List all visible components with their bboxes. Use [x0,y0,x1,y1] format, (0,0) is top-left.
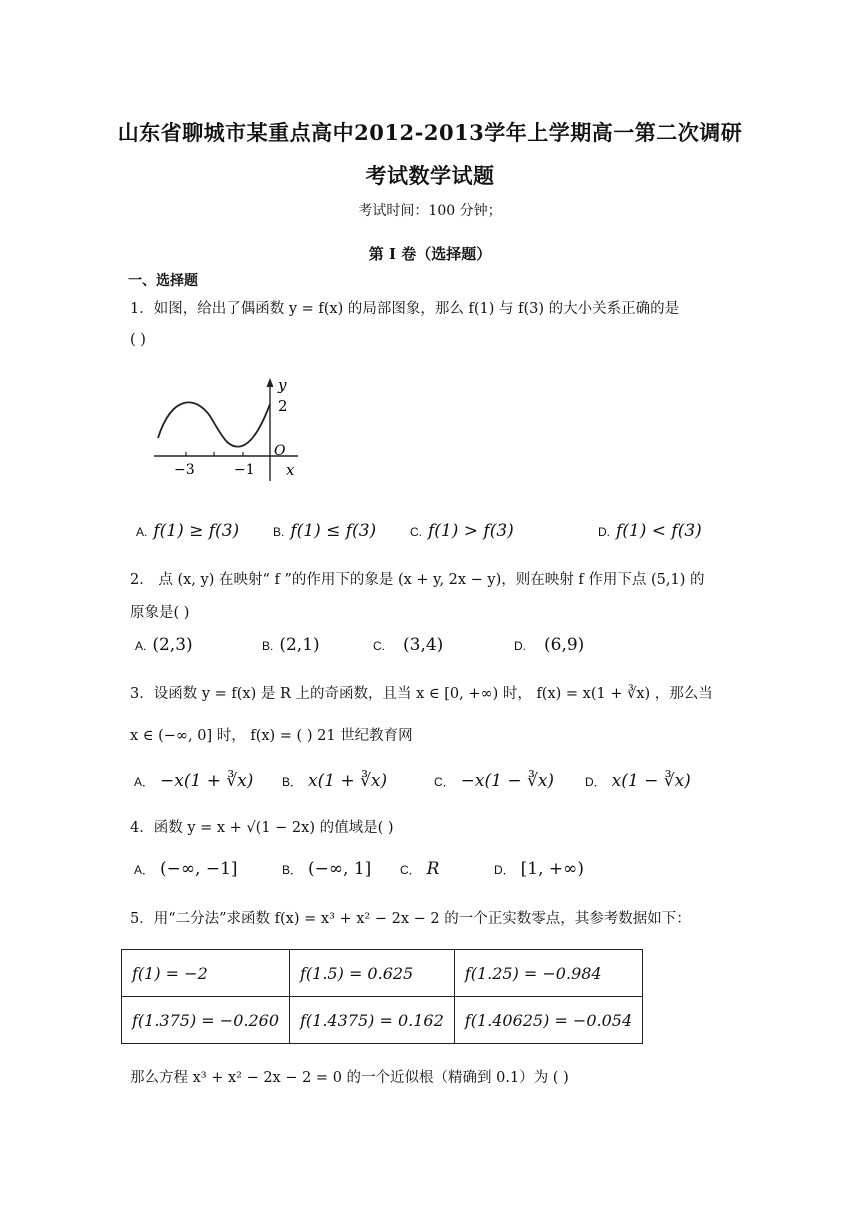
option-text: f(1) ≤ f(3) [290,521,377,541]
q1-option-c [410,521,514,541]
option-text: (2,1) [279,635,320,655]
q5-stem: 5．用“二分法”求函数 f(x) = x³ + x² − 2x − 2 的一个正实数零点，其参考数据如下： [130,911,691,927]
q1-function-graph [150,376,310,486]
option-label: B. [262,639,274,653]
q5-question: 那么方程 x³ + x² − 2x − 2 = 0 的一个近似根（精确到 0.1）为 ( ) [130,1070,569,1086]
q2-answer-blank: 原象是( ) [130,605,190,621]
option-text: [1, +∞) [520,859,584,879]
option-label: C． [400,863,421,877]
q5-reference-table [121,949,643,1044]
option-text: R [426,859,440,879]
q3-option-c [434,771,554,791]
option-label: D． [585,775,606,789]
section-heading: 第 I 卷（选择题） [368,245,492,263]
table-row [122,997,643,1044]
q2-stem: 2． 点 (x, y) 在映射“ f ”的作用下的象是 (x + y, 2x − y)，则在映射 f 作用下点 (5,1) 的 [130,572,705,588]
option-label: B. [273,525,285,539]
graph-y-tick-2: 2 [278,397,288,415]
q4-stem: 4．函数 y = x + √(1 − 2x) 的值域是( ) [130,820,394,836]
exam-title-line1: 山东省聊城市某重点高中2012-2013学年上学期高一第二次调研 [117,120,743,145]
table-cell: f(1.375) = −0.260 [122,997,290,1044]
q1-option-d [598,521,702,541]
option-label: D． [494,863,515,877]
option-text: (−∞, −1] [160,859,238,879]
option-text: (3,4) [403,635,444,655]
q3-option-b [282,771,387,791]
q3-stem: 3．设函数 y = f(x) 是 R 上的奇函数，且当 x ∈ [0, +∞) 时， f(x) = x(1 + ∛x) ，那么当 [130,686,713,702]
q2-option-c [373,635,443,655]
q2-option-b [262,635,320,655]
table-cell: f(1.5) = 0.625 [290,950,455,997]
q1-stem: 1．如图，给出了偶函数 y = f(x) 的局部图象，那么 f(1) 与 f(3) 的大小关系正确的是 [130,301,680,317]
option-label: D. [514,639,526,653]
option-label: A. [136,525,148,539]
option-text: x(1 + ∛x) [308,771,388,791]
option-label: A． [134,775,155,789]
graph-x-tick-m3: −3 [174,462,195,478]
q2-option-d [514,635,584,655]
table-cell: f(1.4375) = 0.162 [290,997,455,1044]
option-label: B． [282,775,303,789]
q1-option-b [273,521,376,541]
table-row [122,950,643,997]
option-label: C． [434,775,455,789]
part-heading: 一、选择题 [128,273,198,289]
graph-y-label: y [278,376,287,394]
option-label: A． [134,863,155,877]
exam-duration: 考试时间：100 分钟； [358,203,502,219]
q2-option-a [135,635,193,655]
table-cell: f(1.40625) = −0.054 [454,997,642,1044]
option-label: D. [598,525,610,539]
q4-option-b [282,859,371,879]
graph-origin-label: O [274,443,286,459]
q1-answer-blank: ( ) [130,332,146,348]
q3-option-a [134,771,253,791]
q4-option-d [494,859,584,879]
q3-option-d [585,771,691,791]
option-label: A. [135,639,147,653]
option-label: B． [282,863,303,877]
q1-option-a [136,521,239,541]
option-text: (6,9) [544,635,585,655]
q3-stem-cont: x ∈ (−∞, 0] 时， f(x) = ( ) 21 世纪教育网 [130,728,413,744]
option-text: −x(1 + ∛x) [160,771,254,791]
option-text: −x(1 − ∛x) [460,771,555,791]
graph-x-label: x [286,461,295,479]
option-label: C. [410,525,422,539]
q4-option-a [134,859,238,879]
q4-option-c [400,859,439,879]
option-text: f(1) > f(3) [428,521,514,541]
option-text: f(1) ≥ f(3) [153,521,240,541]
option-text: x(1 − ∛x) [611,771,691,791]
graph-x-tick-m1: −1 [234,462,255,478]
option-text: (−∞, 1] [308,859,372,879]
table-cell: f(1) = −2 [122,950,290,997]
option-text: (2,3) [152,635,193,655]
option-text: f(1) < f(3) [616,521,702,541]
exam-title-line2: 考试数学试题 [365,163,495,188]
table-cell: f(1.25) = −0.984 [454,950,642,997]
option-label: C. [373,639,385,653]
